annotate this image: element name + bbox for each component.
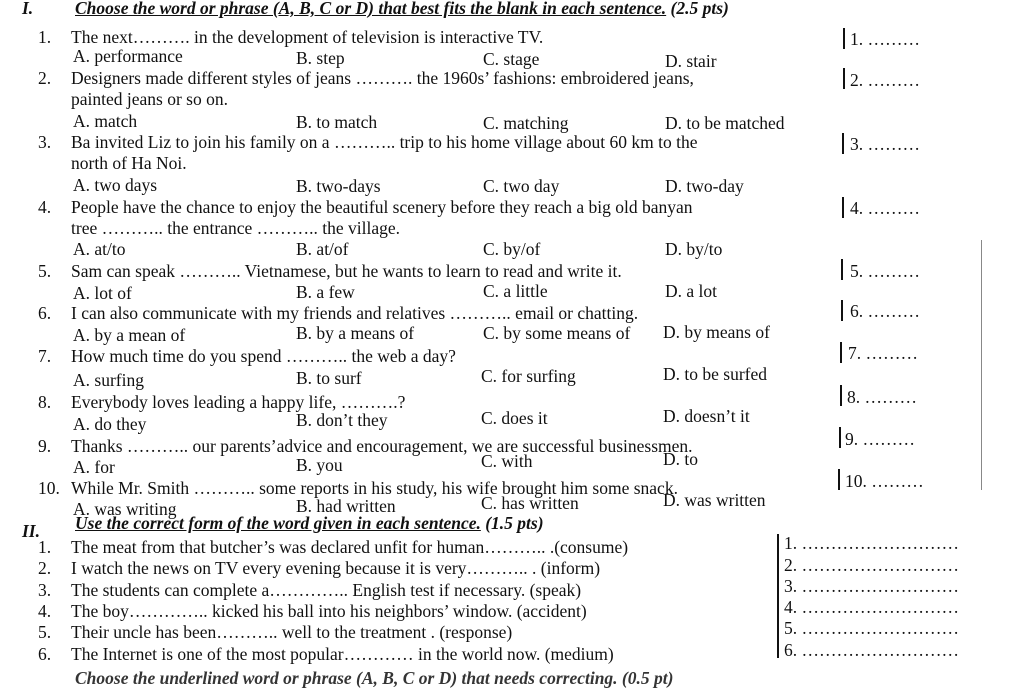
question-text: Sam can speak ……….. Vietnamese, but he wants to learn to read and write it. — [71, 261, 622, 281]
answer-blank-9[interactable]: 9. ……… — [845, 429, 915, 449]
answer-divider — [841, 300, 843, 321]
question-text: Everybody loves leading a happy life, ……….? — [71, 392, 406, 412]
option-a[interactable]: A. two days — [73, 175, 158, 195]
page-edge-line — [981, 240, 982, 490]
answer-blank-2[interactable]: 2. ……… — [850, 70, 920, 90]
option-a[interactable]: A. lot of — [73, 283, 132, 303]
option-b[interactable]: B. had written — [296, 496, 396, 516]
section-2-heading — [75, 513, 544, 533]
question-9 — [38, 436, 693, 456]
option-a[interactable]: A. at/to — [73, 239, 126, 259]
question-7 — [38, 346, 456, 366]
answer-blank-6[interactable]: 6. ……… — [850, 301, 920, 321]
option-b[interactable]: B. to match — [296, 112, 378, 132]
question-number: 8. — [38, 392, 52, 412]
answer-divider — [838, 469, 840, 490]
word-form-question-2 — [38, 558, 600, 578]
word-form-question-6 — [38, 644, 614, 664]
question-number: 4. — [38, 601, 52, 621]
answer-blank-8[interactable]: 8. ……… — [847, 387, 917, 407]
option-b[interactable]: B. step — [296, 48, 345, 68]
question-1 — [38, 27, 543, 47]
option-d[interactable]: D. to — [663, 449, 698, 469]
question-5 — [38, 261, 622, 281]
question-text-continued: painted jeans or so on. — [71, 89, 228, 109]
question-text: Thanks ……….. our parents’advice and encouragement, we are successful businessmen. — [71, 436, 693, 456]
question-text-continued: north of Ha Noi. — [71, 153, 187, 173]
option-a[interactable]: A. for — [73, 457, 115, 477]
option-c[interactable]: C. matching — [483, 113, 569, 133]
option-b[interactable]: B. two-days — [296, 176, 381, 196]
word-form-answer-5[interactable]: 5. ……………………… — [784, 618, 959, 638]
answer-divider — [842, 197, 844, 218]
section-1-roman: I. — [22, 0, 34, 18]
question-2 — [38, 68, 694, 88]
option-b[interactable]: B. don’t they — [296, 410, 388, 430]
question-10 — [38, 478, 678, 498]
word-form-answer-4[interactable]: 4. ……………………… — [784, 597, 959, 617]
answer-blank-10[interactable]: 10. ……… — [845, 471, 924, 491]
option-a[interactable]: A. surfing — [73, 370, 144, 390]
option-b[interactable]: B. by a means of — [296, 323, 415, 343]
section-2-title: Use the correct form of the word given in each sentence. — [75, 513, 481, 533]
section-1-points: (2.5 pts) — [670, 0, 729, 18]
answer-divider — [843, 28, 845, 49]
answer-divider — [843, 68, 845, 89]
question-text: I can also communicate with my friends and relatives ……….. email or chatting. — [71, 303, 639, 323]
question-number: 5. — [38, 622, 52, 642]
option-c[interactable]: C. by some means of — [483, 323, 631, 343]
question-text: Ba invited Liz to join his family on a ……….. trip to his home village about 60 km to the — [71, 132, 698, 152]
word-form-answer-3[interactable]: 3. ……………………… — [784, 576, 959, 596]
question-text: The next………. in the development of television is interactive TV. — [71, 27, 544, 47]
word-form-question-1 — [38, 537, 628, 557]
word-form-question-5 — [38, 622, 512, 642]
option-b[interactable]: B. a few — [296, 282, 355, 302]
option-d[interactable]: D. to be surfed — [663, 364, 768, 384]
word-form-question-4 — [38, 601, 587, 621]
option-b[interactable]: B. you — [296, 455, 343, 475]
answer-blank-1[interactable]: 1. ……… — [850, 29, 920, 49]
question-text: I watch the news on TV every evening because it is very……….. . (inform) — [71, 558, 601, 578]
word-form-answer-2[interactable]: 2. ……………………… — [784, 555, 959, 575]
question-4 — [38, 197, 692, 217]
option-d[interactable]: D. by means of — [663, 322, 770, 342]
question-number: 6. — [38, 644, 52, 664]
option-a[interactable]: A. by a mean of — [73, 325, 186, 345]
option-d[interactable]: D. a lot — [665, 281, 718, 301]
answer-divider — [841, 259, 843, 280]
question-number: 9. — [38, 436, 52, 456]
question-text: How much time do you spend ……….. the web a day? — [71, 346, 456, 366]
option-c[interactable]: C. stage — [483, 49, 540, 69]
answer-divider — [839, 427, 841, 448]
question-number: 3. — [38, 580, 52, 600]
option-c[interactable]: C. a little — [483, 281, 548, 301]
question-text: People have the chance to enjoy the beautiful scenery before they reach a big old banyan — [71, 197, 693, 217]
question-text: Their uncle has been……….. well to the treatment . (response) — [71, 622, 513, 642]
option-d[interactable]: D. doesn’t it — [663, 406, 750, 426]
question-8 — [38, 392, 405, 412]
answer-divider — [842, 133, 844, 154]
option-c[interactable]: C. does it — [481, 408, 548, 428]
question-number: 4. — [38, 197, 52, 217]
question-text: The meat from that butcher’s was declared unfit for human……….. .(consume) — [71, 537, 629, 557]
section-2-roman: II. — [22, 521, 40, 541]
question-number: 5. — [38, 261, 52, 281]
answer-divider — [840, 385, 842, 406]
option-d[interactable]: D. by/to — [665, 239, 723, 259]
question-number: 2. — [38, 68, 52, 88]
question-number: 1. — [38, 537, 52, 557]
question-3 — [38, 132, 698, 152]
answer-blank-4[interactable]: 4. ……… — [850, 198, 920, 218]
option-a[interactable]: A. was writing — [73, 499, 177, 519]
option-c[interactable]: C. has written — [481, 493, 579, 513]
answer-blank-5[interactable]: 5. ……… — [850, 261, 920, 281]
question-text: While Mr. Smith ……….. some reports in his study, his wife brought him some snack. — [71, 478, 678, 498]
word-form-answer-6[interactable]: 6. ……………………… — [784, 640, 959, 660]
question-number: 6. — [38, 303, 52, 323]
question-text: The boy………….. kicked his ball into his neighbors’ window. (accident) — [71, 601, 587, 621]
question-text: Designers made different styles of jeans ………. the 1960s’ fashions: embroidered jeans, — [71, 68, 694, 88]
answer-blank-7[interactable]: 7. ……… — [848, 343, 918, 363]
option-d[interactable]: D. was written — [663, 490, 766, 510]
question-text: The students can complete a………….. English test if necessary. (speak) — [71, 580, 582, 600]
section-1-heading — [75, 0, 729, 18]
section-2-points: (1.5 pts) — [485, 513, 544, 533]
option-a[interactable]: A. performance — [73, 46, 183, 66]
answer-divider — [840, 342, 842, 363]
question-text: The Internet is one of the most popular………… in the world now. (medium) — [71, 644, 614, 664]
section-3-title-cutoff: Choose the underlined word or phrase (A, B, C or D) that needs correcting. (0.5 pt) — [75, 668, 674, 688]
option-b[interactable]: B. to surf — [296, 368, 362, 388]
section-1-title: Choose the word or phrase (A, B, C or D) that best fits the blank in each sentence. — [75, 0, 667, 18]
option-a[interactable]: A. do they — [73, 414, 147, 434]
question-number: 10. — [38, 478, 60, 498]
answer-blank-3[interactable]: 3. ……… — [850, 134, 920, 154]
option-c[interactable]: C. for surfing — [481, 366, 576, 386]
question-number: 7. — [38, 346, 52, 366]
option-c[interactable]: C. with — [481, 451, 533, 471]
answer-divider — [777, 534, 779, 658]
option-d[interactable]: D. two-day — [665, 176, 744, 196]
option-d[interactable]: D. to be matched — [665, 113, 785, 133]
option-b[interactable]: B. at/of — [296, 239, 349, 259]
question-number: 1. — [38, 27, 52, 47]
word-form-answer-1[interactable]: 1. ……………………… — [784, 533, 959, 553]
option-c[interactable]: C. by/of — [483, 239, 541, 259]
option-c[interactable]: C. two day — [483, 176, 560, 196]
question-number: 2. — [38, 558, 52, 578]
question-6 — [38, 303, 638, 323]
question-text-continued: tree ……….. the entrance ……….. the village. — [71, 218, 400, 238]
question-number: 3. — [38, 132, 52, 152]
word-form-question-3 — [38, 580, 581, 600]
option-d[interactable]: D. stair — [665, 51, 717, 71]
option-a[interactable]: A. match — [73, 111, 138, 131]
